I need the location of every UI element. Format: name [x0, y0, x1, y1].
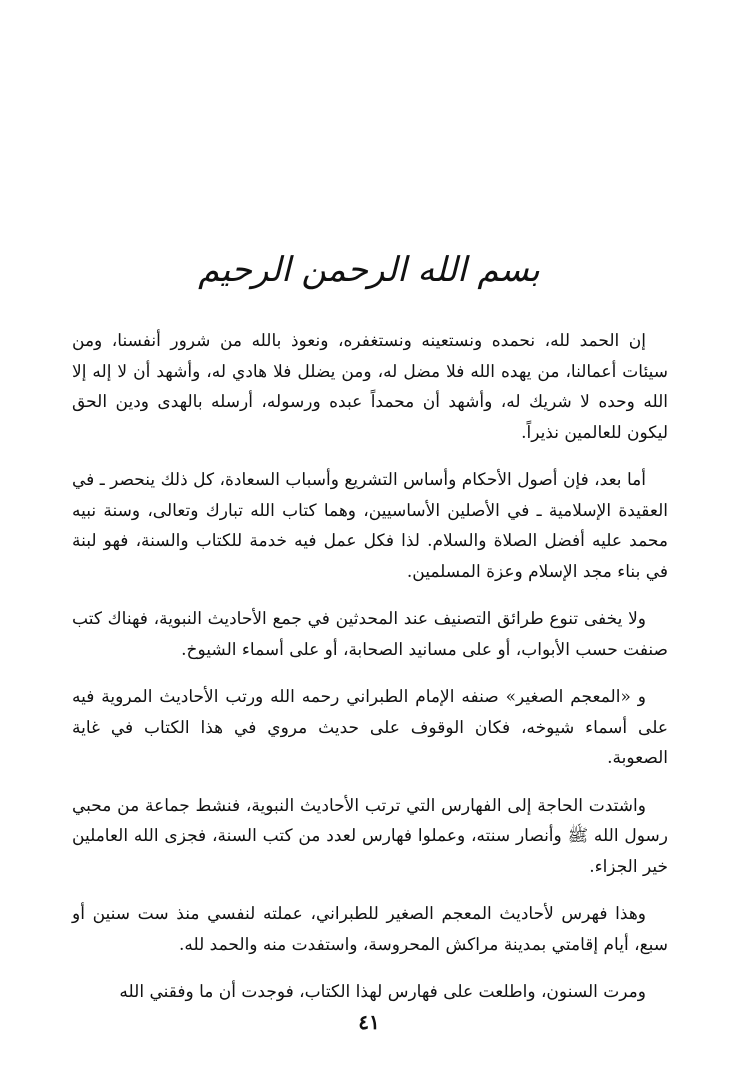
paragraph-1: إن الحمد لله، نحمده ونستعينه ونستغفره، ونعوذ بالله من شرور أنفسنا، ومن سيئات أعمالنا، من يهده الله فلا مضل له، ومن يضلل فلا هادي له، وأشهد أن لا إله إلا الله وحده لا شريك له، وأشهد أن محمداً عبده ورسوله، أرسله بالهدى ودين الحق ليكون للعالمين نذيراً. — [72, 331, 668, 443]
page-number: ٤١ — [358, 1010, 380, 1034]
paragraph-5: واشتدت الحاجة إلى الفهارس التي ترتب الأحاديث النبوية، فنشط جماعة من محبي رسول الله ﷺ وأنصار سنته، وعملوا فهارس لعدد من كتب السنة، فجزى الله العاملين خير الجزاء. — [72, 795, 668, 877]
paragraph-7: ومرت السنون، واطلعت على فهارس لهذا الكتاب، فوجدت أن ما وفقني الله — [119, 982, 646, 1002]
basmala-heading: بسم الله الرحمن الرحيم — [198, 250, 540, 290]
paragraph-3: ولا يخفى تنوع طرائق التصنيف عند المحدثين في جمع الأحاديث النبوية، فهناك كتب صنفت حسب الأبواب، أو على مسانيد الصحابة، أو على أسماء الشيوخ. — [72, 609, 668, 660]
paragraph-4: و «المعجم الصغير» صنفه الإمام الطبراني رحمه الله ورتب الأحاديث المروية فيه على أسماء شيوخه، فكان الوقوف على حديث مروي في هذا الكتاب في غاية الصعوبة. — [72, 687, 668, 768]
paragraph-6: وهذا فهرس لأحاديث المعجم الصغير للطبراني، عملته لنفسي منذ ست سنين أو سبع، أيام إقامتي بمدينة مراكش المحروسة، واستفدت منه والحمد لله. — [72, 904, 668, 955]
paragraph-2: أما بعد، فإن أصول الأحكام وأساس التشريع وأسباب السعادة، كل ذلك ينحصر ـ في العقيدة الإسلامية ـ في الأصلين الأساسيين، وهما كتاب الله تبارك وتعالى، وسنة نبيه محمد عليه أفضل الصلاة والسلام. لذا فكل عمل فيه خدمة للكتاب والسنة، فهو لبنة في بناء مجد الإسلام وعزة المسلمين. — [72, 470, 668, 582]
body-text — [72, 326, 668, 1025]
